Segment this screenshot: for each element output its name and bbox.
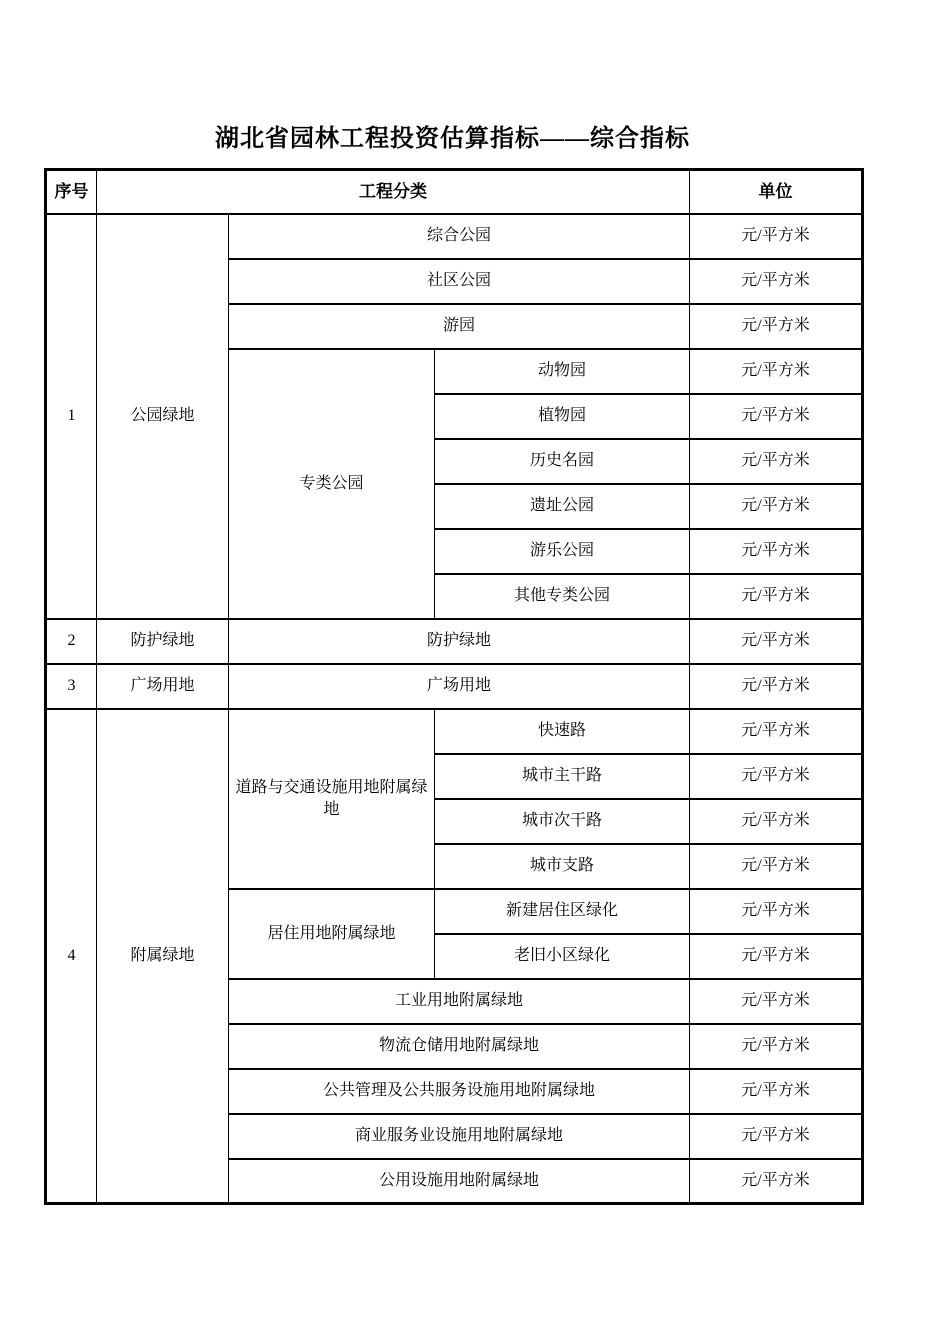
unit-cell: 元/平方米 — [690, 1069, 863, 1114]
unit-cell: 元/平方米 — [690, 754, 863, 799]
table-row — [46, 664, 863, 709]
unit-cell: 元/平方米 — [690, 214, 863, 259]
cell-item: 社区公园 — [229, 259, 690, 304]
cell-item: 公用设施用地附属绿地 — [229, 1159, 690, 1204]
index-table — [44, 168, 864, 1205]
unit-cell: 元/平方米 — [690, 439, 863, 484]
cell-item: 城市次干路 — [435, 799, 690, 844]
unit-cell: 元/平方米 — [690, 709, 863, 754]
page-title: 湖北省园林工程投资估算指标——综合指标 — [215, 126, 690, 152]
cell-seq-3: 3 — [46, 664, 97, 709]
unit-cell: 元/平方米 — [690, 799, 863, 844]
unit-cell: 元/平方米 — [690, 349, 863, 394]
unit-cell: 元/平方米 — [690, 259, 863, 304]
cell-item: 防护绿地 — [229, 619, 690, 664]
unit-cell: 元/平方米 — [690, 1114, 863, 1159]
cell-item: 综合公园 — [229, 214, 690, 259]
cell-item: 工业用地附属绿地 — [229, 979, 690, 1024]
unit-cell: 元/平方米 — [690, 979, 863, 1024]
cell-subcategory: 居住用地附属绿地 — [229, 889, 435, 979]
unit-cell: 元/平方米 — [690, 619, 863, 664]
cell-item: 植物园 — [435, 394, 690, 439]
cell-seq-4: 4 — [46, 709, 97, 1204]
cell-subcategory: 专类公园 — [229, 349, 435, 619]
header-classification: 工程分类 — [97, 170, 690, 214]
cell-subcategory: 道路与交通设施用地附属绿地 — [229, 709, 435, 889]
cell-item: 游乐公园 — [435, 529, 690, 574]
cell-item: 城市主干路 — [435, 754, 690, 799]
header-row — [46, 170, 863, 214]
cell-item: 游园 — [229, 304, 690, 349]
table-row — [46, 619, 863, 664]
header-no: 序号 — [46, 170, 97, 214]
cell-item: 老旧小区绿化 — [435, 934, 690, 979]
unit-cell: 元/平方米 — [690, 394, 863, 439]
cell-item: 商业服务业设施用地附属绿地 — [229, 1114, 690, 1159]
cell-item: 快速路 — [435, 709, 690, 754]
cell-category-1: 公园绿地 — [97, 214, 229, 619]
unit-cell: 元/平方米 — [690, 934, 863, 979]
unit-cell: 元/平方米 — [690, 1159, 863, 1204]
unit-cell: 元/平方米 — [690, 529, 863, 574]
unit-cell: 元/平方米 — [690, 844, 863, 889]
cell-seq-2: 2 — [46, 619, 97, 664]
table-row — [46, 709, 863, 754]
cell-item: 城市支路 — [435, 844, 690, 889]
cell-category-4: 附属绿地 — [97, 709, 229, 1204]
cell-item: 动物园 — [435, 349, 690, 394]
cell-item: 遗址公园 — [435, 484, 690, 529]
unit-cell: 元/平方米 — [690, 1024, 863, 1069]
table-row — [46, 214, 863, 259]
header-unit: 单位 — [690, 170, 863, 214]
unit-cell: 元/平方米 — [690, 664, 863, 709]
cell-category-2: 防护绿地 — [97, 619, 229, 664]
unit-cell: 元/平方米 — [690, 304, 863, 349]
cell-item: 其他专类公园 — [435, 574, 690, 619]
cell-category-3: 广场用地 — [97, 664, 229, 709]
cell-item: 新建居住区绿化 — [435, 889, 690, 934]
unit-cell: 元/平方米 — [690, 574, 863, 619]
cell-item: 物流仓储用地附属绿地 — [229, 1024, 690, 1069]
cell-item: 历史名园 — [435, 439, 690, 484]
cell-item: 广场用地 — [229, 664, 690, 709]
cell-seq-1: 1 — [46, 214, 97, 619]
unit-cell: 元/平方米 — [690, 889, 863, 934]
unit-cell: 元/平方米 — [690, 484, 863, 529]
cell-item: 公共管理及公共服务设施用地附属绿地 — [229, 1069, 690, 1114]
